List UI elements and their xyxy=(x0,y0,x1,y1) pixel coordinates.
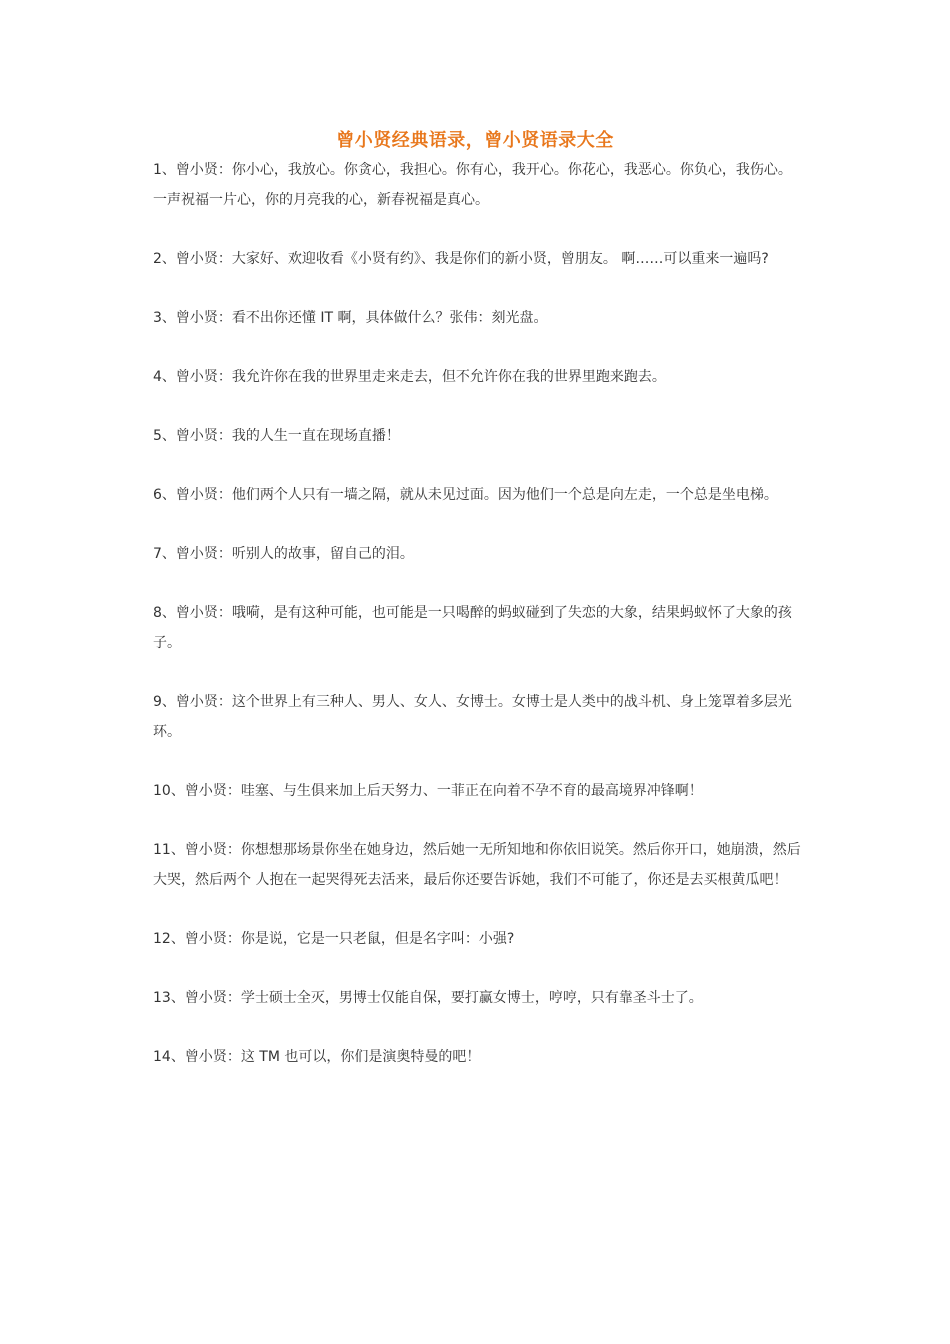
quote-item: 2、曾小贤：大家好、欢迎收看《小贤有约》、我是你们的新小贤，曾朋友。 啊……可以重来一遍吗? xyxy=(153,251,769,267)
quote-item: 6、曾小贤：他们两个人只有一墙之隔，就从未见过面。因为他们一个总是向左走，一个总是坐电梯。 xyxy=(153,487,778,503)
quote-item: 7、曾小贤：听别人的故事，留自己的泪。 xyxy=(153,546,414,562)
quote-item: 12、曾小贤：你是说，它是一只老鼠，但是名字叫：小强? xyxy=(153,931,515,947)
quote-item: 13、曾小贤：学士硕士全灭，男博士仅能自保，要打赢女博士，哼哼，只有靠圣斗士了。 xyxy=(153,990,703,1006)
quote-item: 1、曾小贤：你小心，我放心。你贪心，我担心。你有心，我开心。你花心，我恶心。你负心，我伤心。一声祝福一片心，你的月亮我的心，新春祝福是真心。 xyxy=(153,162,792,208)
quote-item: 5、曾小贤：我的人生一直在现场直播！ xyxy=(153,428,400,444)
quote-item: 8、曾小贤：哦嗬，是有这种可能，也可能是一只喝醉的蚂蚁碰到了失恋的大象，结果蚂蚁怀了大象的孩子。 xyxy=(153,605,792,651)
quote-item: 10、曾小贤：哇塞、与生俱来加上后天努力、一菲正在向着不孕不育的最高境界冲锋啊！ xyxy=(153,783,703,799)
quote-item: 4、曾小贤：我允许你在我的世界里走来走去，但不允许你在我的世界里跑来跑去。 xyxy=(153,369,666,385)
quote-list xyxy=(153,155,801,1101)
document-title: 曾小贤经典语录，曾小贤语录大全 xyxy=(336,130,614,151)
quote-item: 9、曾小贤：这个世界上有三种人、男人、女人、女博士。女博士是人类中的战斗机、身上笼罩着多层光环。 xyxy=(153,694,792,740)
quote-item: 14、曾小贤：这 TM 也可以，你们是演奥特曼的吧！ xyxy=(153,1049,481,1065)
quote-item: 11、曾小贤：你想想那场景你坐在她身边，然后她一无所知地和你依旧说笑。然后你开口，她崩溃，然后大哭，然后两个 人抱在一起哭得死去活来，最后你还要告诉她，我们不可能了，你还是去买根黄瓜吧！ xyxy=(153,842,801,888)
quote-item: 3、曾小贤：看不出你还懂 IT 啊，具体做什么？张伟：刻光盘。 xyxy=(153,310,548,326)
